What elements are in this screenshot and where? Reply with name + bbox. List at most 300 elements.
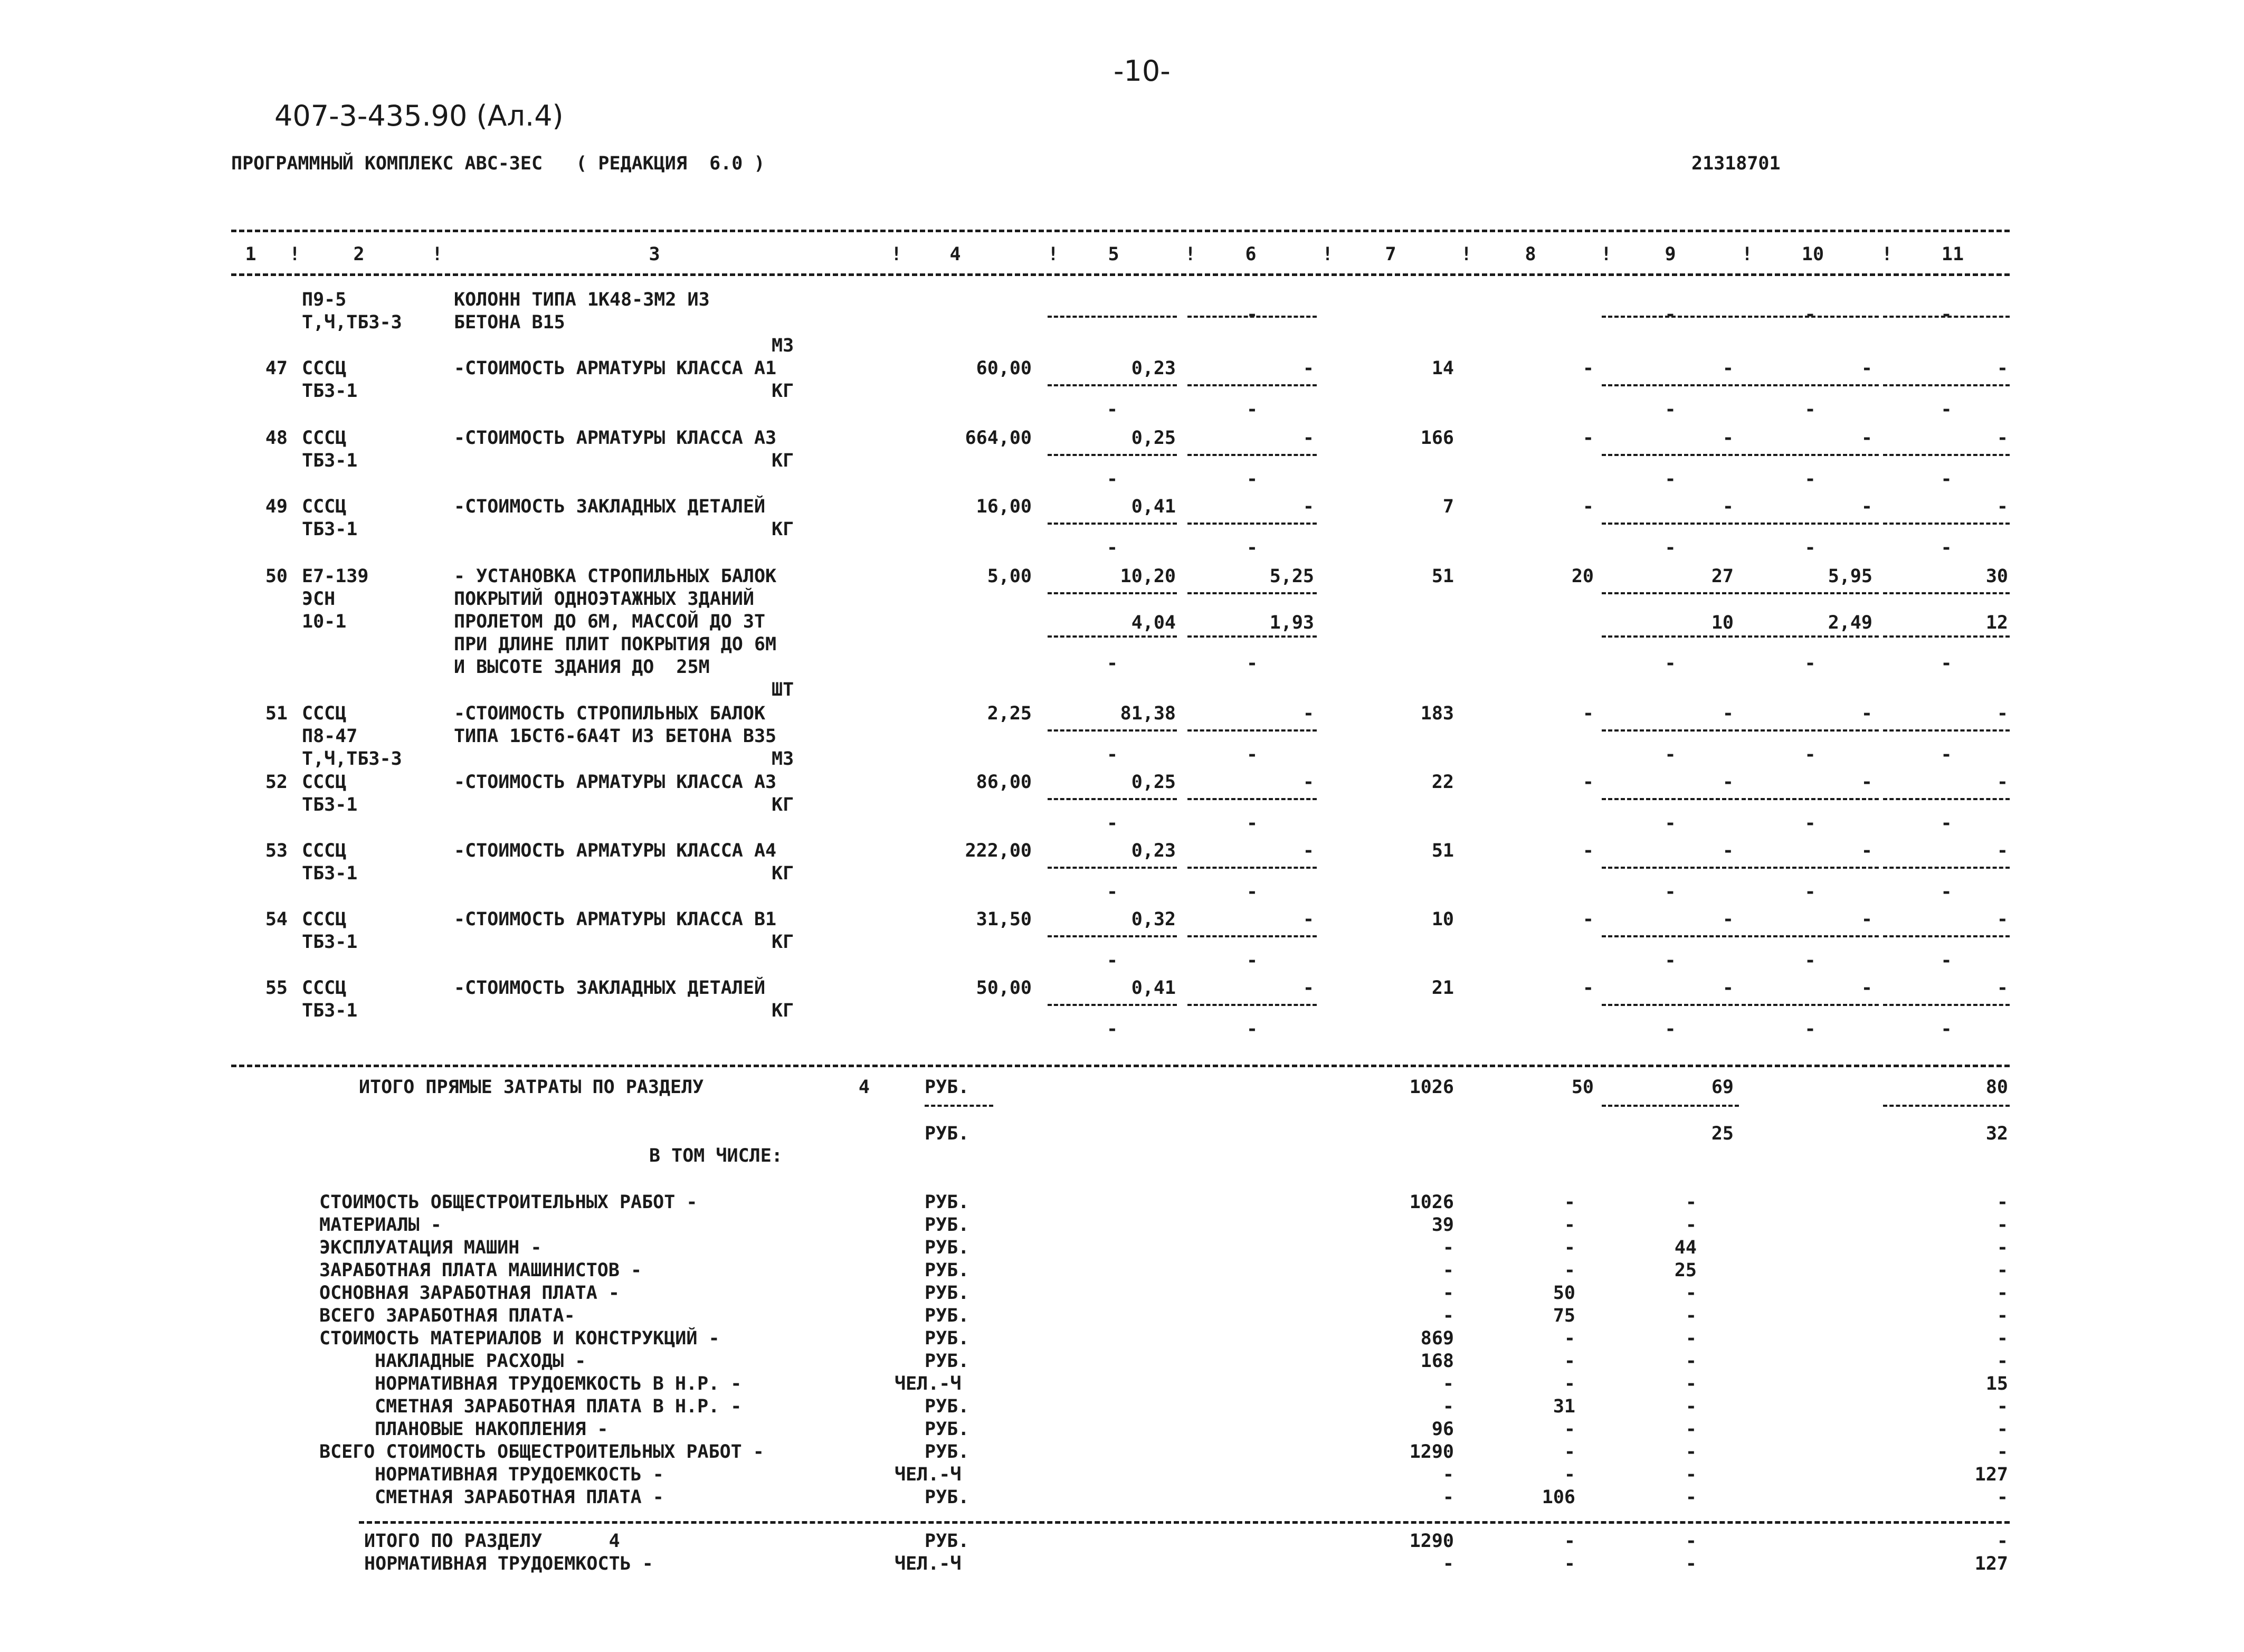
dashed-rule [1048, 867, 1177, 869]
dashed-rule [1742, 935, 1879, 937]
summary-c9: - [1685, 1396, 1697, 1417]
dash-marker: - [1804, 744, 1816, 765]
summary-c11: - [1996, 1328, 2008, 1349]
row-unit: М3 [772, 335, 794, 356]
cell-c7: 7 [1442, 496, 1454, 517]
document-code: 407-3-435.90 (Ал.4) [274, 99, 564, 132]
page-number: -10- [1114, 54, 1171, 88]
cell-qty: 222,00 [965, 840, 1032, 861]
cell-c10: - [1861, 772, 1872, 793]
summary-c8: - [1564, 1260, 1575, 1281]
row-code: СССЦ [302, 703, 347, 724]
dashed-rule [1187, 798, 1317, 800]
dash-marker: - [1941, 1019, 1952, 1040]
summary-unit: ЧЕЛ.-Ч [895, 1373, 962, 1394]
summary-c9: - [1685, 1305, 1697, 1326]
row-unit: ШТ [772, 679, 794, 700]
cell-c8: - [1582, 496, 1594, 517]
row-description: - УСТАНОВКА СТРОПИЛЬНЫХ БАЛОК [454, 566, 777, 587]
row-code: ТБЗ-1 [302, 519, 358, 540]
row-number: 52 [265, 772, 288, 793]
summary-c8: - [1564, 1419, 1575, 1440]
dash-marker: - [1106, 950, 1118, 971]
cell-c5: 10,20 [1120, 566, 1176, 587]
summary-c11: - [1996, 1237, 2008, 1258]
column-number: 4 [949, 244, 961, 265]
dash-marker: - [1941, 537, 1952, 558]
cell-c9: - [1722, 772, 1734, 793]
cell-c6: 5,25 [1269, 566, 1314, 587]
summary-c8: - [1564, 1464, 1575, 1485]
row-unit: КГ [772, 794, 794, 815]
row-description: ТИПА 1БСТ6-6А4Т ИЗ БЕТОНА В35 [454, 726, 777, 747]
row-unit: КГ [772, 932, 794, 953]
cell-c9: - [1722, 840, 1734, 861]
column-separator: ! [1461, 244, 1472, 265]
dash-marker: - [1246, 1019, 1258, 1040]
row-code: СССЦ [302, 496, 347, 517]
cell-c6: - [1302, 358, 1314, 379]
cell-c9: - [1722, 703, 1734, 724]
dash-marker: - [1246, 881, 1258, 903]
section-total-c11: - [1996, 1531, 2008, 1552]
row-description: И ВЫСОТЕ ЗДАНИЯ ДО 25М [454, 657, 710, 678]
section-total-unit: РУБ. [925, 1531, 969, 1552]
dashed-rule [1883, 729, 2010, 732]
row-code: Е7-139 [302, 566, 369, 587]
cell-qty: 60,00 [976, 358, 1032, 379]
row-description: ПОКРЫТИЙ ОДНОЭТАЖНЫХ ЗДАНИЙ [454, 588, 754, 610]
cell-c11: - [1996, 840, 2008, 861]
row-number: 54 [265, 909, 288, 930]
summary-c8: - [1564, 1373, 1575, 1394]
dash-marker: - [1246, 469, 1258, 490]
column-separator: ! [891, 244, 902, 265]
dash-marker: - [1665, 1019, 1676, 1040]
cell-c6: - [1302, 840, 1314, 861]
summary-c8: 75 [1553, 1305, 1575, 1326]
summary-unit: РУБ. [925, 1260, 969, 1281]
column-separator: ! [1185, 244, 1196, 265]
summary-c9: - [1685, 1351, 1697, 1372]
dashed-rule [1048, 592, 1177, 594]
dashed-rule [1883, 1004, 2010, 1006]
dashed-rule [1602, 867, 1739, 869]
summary-c9: 25 [1674, 1260, 1697, 1281]
row-number: 51 [265, 703, 288, 724]
dash-marker: - [1246, 653, 1258, 674]
dashed-rule [1742, 523, 1879, 525]
cell-qty: 5,00 [987, 566, 1032, 587]
dashed-rule [1883, 635, 2010, 638]
dash-marker: - [1804, 881, 1816, 903]
cell-c6: - [1302, 428, 1314, 449]
summary-unit: РУБ. [925, 1305, 969, 1326]
dashed-rule [1187, 1004, 1317, 1006]
summary-c8: - [1564, 1328, 1575, 1349]
summary-c7: - [1442, 1373, 1454, 1394]
summary-c7: 1290 [1409, 1441, 1454, 1463]
column-number: 8 [1525, 244, 1536, 265]
dashed-rule [1883, 384, 2010, 386]
section-total-c8: - [1564, 1531, 1575, 1552]
cell-c7: 51 [1431, 840, 1454, 861]
cell-c5: 0,23 [1131, 840, 1176, 861]
program-line: ПРОГРАММНЫЙ КОМПЛЕКС АВС-ЗЕС ( РЕДАКЦИЯ 6.0 ) [231, 153, 765, 174]
dashed-rule [1883, 592, 2010, 594]
section-total-c9: - [1685, 1553, 1697, 1574]
dash-marker: - [1941, 469, 1952, 490]
cell-c8: - [1582, 840, 1594, 861]
cell-c8: 20 [1571, 566, 1594, 587]
dash-marker: - [1665, 537, 1676, 558]
cell-c7: 183 [1420, 703, 1454, 724]
dashed-rule [1048, 1004, 1177, 1006]
dashed-rule [1187, 635, 1317, 638]
row-code: СССЦ [302, 772, 347, 793]
cell-c9: - [1722, 496, 1734, 517]
row-number: 50 [265, 566, 288, 587]
cell-c5b: 4,04 [1131, 612, 1176, 633]
summary-c7: 168 [1420, 1351, 1454, 1372]
cell-c7: 22 [1431, 772, 1454, 793]
summary-c7: 869 [1420, 1328, 1454, 1349]
summary-label: СМЕТНАЯ ЗАРАБОТНАЯ ПЛАТА - [375, 1487, 664, 1508]
dashed-rule [1602, 454, 1739, 456]
cell-c10: 5,95 [1828, 566, 1872, 587]
dashed-rule [1187, 935, 1317, 937]
total-direct-label: ИТОГО ПРЯМЫЕ ЗАТРАТЫ ПО РАЗДЕЛУ [359, 1077, 704, 1098]
row-code: СССЦ [302, 909, 347, 930]
total-direct-c7: 1026 [1409, 1077, 1454, 1098]
column-number: 3 [649, 244, 660, 265]
row-description: БЕТОНА В15 [454, 312, 565, 333]
row-unit: КГ [772, 450, 794, 471]
dashed-rule [1602, 729, 1739, 732]
cell-qty: 50,00 [976, 977, 1032, 999]
column-separator: ! [1601, 244, 1612, 265]
dash-marker: - [1941, 950, 1952, 971]
dash-marker: - [1246, 304, 1258, 325]
cell-c10: - [1861, 840, 1872, 861]
row-description: -СТОИМОСТЬ СТРОПИЛЬНЫХ БАЛОК [454, 703, 766, 724]
cell-c7: 51 [1431, 566, 1454, 587]
section-total-label: ИТОГО ПО РАЗДЕЛУ 4 [364, 1531, 620, 1552]
section-total-c7: 1290 [1409, 1531, 1454, 1552]
cell-c10: - [1861, 977, 1872, 999]
dash-marker: - [1246, 399, 1258, 420]
dashed-rule [1883, 867, 2010, 869]
summary-c7: 39 [1431, 1214, 1454, 1236]
header-bottom-rule [231, 273, 2010, 276]
dash-marker: - [1941, 881, 1952, 903]
dashed-rule [1883, 523, 2010, 525]
dash-marker: - [1246, 950, 1258, 971]
section-total-c9: - [1685, 1531, 1697, 1552]
dash-marker: - [1106, 399, 1118, 420]
summary-unit: РУБ. [925, 1396, 969, 1417]
dashed-rule [1602, 384, 1739, 386]
row-code: СССЦ [302, 428, 347, 449]
row-number: 47 [265, 358, 288, 379]
summary-c7: - [1442, 1237, 1454, 1258]
row-description: КОЛОНН ТИПА 1К48-ЗМ2 ИЗ [454, 289, 710, 310]
dashed-rule [1602, 798, 1739, 800]
dash-marker: - [1665, 881, 1676, 903]
cell-c10: - [1861, 358, 1872, 379]
total-direct-c9b: 25 [1711, 1123, 1734, 1144]
dash-marker: - [1246, 744, 1258, 765]
row-unit: КГ [772, 381, 794, 402]
summary-c11: - [1996, 1260, 2008, 1281]
cell-c8: - [1582, 909, 1594, 930]
cell-c5: 0,25 [1131, 428, 1176, 449]
dash-marker: - [1106, 537, 1118, 558]
dashed-rule [1883, 1105, 2010, 1107]
cell-c5: 0,41 [1131, 977, 1176, 999]
summary-c9: - [1685, 1373, 1697, 1394]
column-number: 9 [1665, 244, 1676, 265]
dashed-rule [1602, 935, 1739, 937]
dash-marker: - [1665, 744, 1676, 765]
column-separator: ! [1742, 244, 1753, 265]
summary-unit: РУБ. [925, 1487, 969, 1508]
summary-label: ЭКСПЛУАТАЦИЯ МАШИН - [319, 1237, 542, 1258]
row-description: -СТОИМОСТЬ АРМАТУРЫ КЛАССА А3 [454, 428, 777, 449]
cell-c5: 81,38 [1120, 703, 1176, 724]
summary-label: ПЛАНОВЫЕ НАКОПЛЕНИЯ - [375, 1419, 608, 1440]
summary-c9: - [1685, 1214, 1697, 1236]
summary-c8: - [1564, 1214, 1575, 1236]
row-code: ТБЗ-1 [302, 450, 358, 471]
summary-c11: - [1996, 1419, 2008, 1440]
summary-c9: - [1685, 1419, 1697, 1440]
summary-c11: - [1996, 1305, 2008, 1326]
summary-c7: 96 [1431, 1419, 1454, 1440]
section-total-c11: 127 [1974, 1553, 2008, 1574]
summary-unit: РУБ. [925, 1351, 969, 1372]
cell-c6: - [1302, 772, 1314, 793]
row-code: ТБЗ-1 [302, 1000, 358, 1021]
cell-qty: 86,00 [976, 772, 1032, 793]
cell-c11: 30 [1985, 566, 2008, 587]
dashed-rule [1883, 935, 2010, 937]
cell-c9: - [1722, 977, 1734, 999]
summary-c7: - [1442, 1305, 1454, 1326]
cell-c7: 14 [1431, 358, 1454, 379]
dash-marker: - [1665, 399, 1676, 420]
cell-c8: - [1582, 703, 1594, 724]
column-number: 7 [1385, 244, 1396, 265]
column-number: 11 [1941, 244, 1964, 265]
dash-marker: - [1941, 744, 1952, 765]
column-number: 6 [1245, 244, 1257, 265]
row-unit: КГ [772, 519, 794, 540]
dash-marker: - [1804, 304, 1816, 325]
cell-c10: - [1861, 703, 1872, 724]
dash-marker: - [1665, 469, 1676, 490]
total-direct-c11b: 32 [1985, 1123, 2008, 1144]
cell-c10: - [1861, 909, 1872, 930]
summary-label: СТОИМОСТЬ ОБЩЕСТРОИТЕЛЬНЫХ РАБОТ - [319, 1192, 698, 1213]
column-number: 1 [245, 244, 256, 265]
dash-marker: - [1106, 1019, 1118, 1040]
row-unit: М3 [772, 748, 794, 770]
row-code: СССЦ [302, 977, 347, 999]
summary-c7: - [1442, 1464, 1454, 1485]
column-number: 2 [353, 244, 365, 265]
dashed-rule [1742, 635, 1879, 638]
dash-marker: - [1804, 813, 1816, 834]
dash-marker: - [1804, 653, 1816, 674]
dashed-rule [1602, 635, 1739, 638]
cell-c8: - [1582, 358, 1594, 379]
summary-c7: - [1442, 1487, 1454, 1508]
dashed-rule [1048, 798, 1177, 800]
dashed-rule [1602, 1004, 1739, 1006]
document-id: 21318701 [1691, 153, 1781, 174]
summary-c11: - [1996, 1192, 2008, 1213]
summary-c9: - [1685, 1192, 1697, 1213]
dash-marker: - [1804, 399, 1816, 420]
summary-c11: - [1996, 1214, 2008, 1236]
dashed-rule [1187, 592, 1317, 594]
summary-c8: - [1564, 1192, 1575, 1213]
summary-c11: - [1996, 1487, 2008, 1508]
dashed-rule [1883, 454, 2010, 456]
row-description: -СТОИМОСТЬ ЗАКЛАДНЫХ ДЕТАЛЕЙ [454, 977, 766, 999]
summary-label: ВСЕГО ЗАРАБОТНАЯ ПЛАТА- [319, 1305, 575, 1326]
row-code: ЭСН [302, 588, 336, 610]
total-direct-c8: 50 [1571, 1077, 1594, 1098]
summary-c7: - [1442, 1260, 1454, 1281]
summary-c7: 1026 [1409, 1192, 1454, 1213]
cell-c9b: 10 [1711, 612, 1734, 633]
section-total-c8: - [1564, 1553, 1575, 1574]
column-number: 5 [1108, 244, 1119, 265]
dashed-rule [1602, 592, 1739, 594]
cell-c11: - [1996, 703, 2008, 724]
row-number: 55 [265, 977, 288, 999]
row-code: ТБЗ-1 [302, 381, 358, 402]
dashed-rule [1187, 523, 1317, 525]
cell-c7: 166 [1420, 428, 1454, 449]
summary-c11: - [1996, 1283, 2008, 1304]
summary-label: НОРМАТИВНАЯ ТРУДОЕМКОСТЬ - [375, 1464, 664, 1485]
column-separator: ! [1881, 244, 1893, 265]
summary-c9: - [1685, 1441, 1697, 1463]
dash-marker: - [1246, 537, 1258, 558]
summary-unit: РУБ. [925, 1328, 969, 1349]
summary-unit: РУБ. [925, 1192, 969, 1213]
cell-c8: - [1582, 772, 1594, 793]
dashed-rule [1742, 592, 1879, 594]
cell-c11: - [1996, 772, 2008, 793]
summary-label: НОРМАТИВНАЯ ТРУДОЕМКОСТЬ В Н.Р. - [375, 1373, 742, 1394]
summary-unit: РУБ. [925, 1283, 969, 1304]
row-code: ТБЗ-1 [302, 863, 358, 884]
dash-marker: - [1941, 304, 1952, 325]
summary-c9: 44 [1674, 1237, 1697, 1258]
row-number: 48 [265, 428, 288, 449]
dashed-rule [1048, 635, 1177, 638]
dash-marker: - [1106, 881, 1118, 903]
summary-c8: 106 [1542, 1487, 1575, 1508]
dashed-rule [1742, 867, 1879, 869]
summary-unit: РУБ. [925, 1419, 969, 1440]
summary-label: МАТЕРИАЛЫ - [319, 1214, 442, 1236]
dash-marker: - [1665, 653, 1676, 674]
summary-label: ВСЕГО СТОИМОСТЬ ОБЩЕСТРОИТЕЛЬНЫХ РАБОТ - [319, 1441, 764, 1463]
row-code: П9-5 [302, 289, 347, 310]
dashed-rule [1048, 523, 1177, 525]
dashed-rule [1187, 454, 1317, 456]
summary-label: ЗАРАБОТНАЯ ПЛАТА МАШИНИСТОВ - [319, 1260, 642, 1281]
dash-marker: - [1941, 399, 1952, 420]
dashed-rule [1048, 935, 1177, 937]
dash-marker: - [1665, 950, 1676, 971]
dash-marker: - [1246, 813, 1258, 834]
dashed-rule [1187, 384, 1317, 386]
dash-marker: - [1665, 304, 1676, 325]
summary-c11: 15 [1985, 1373, 2008, 1394]
row-code: ТБЗ-1 [302, 932, 358, 953]
summary-c8: - [1564, 1237, 1575, 1258]
cell-c6: - [1302, 977, 1314, 999]
summary-c11: - [1996, 1441, 2008, 1463]
table-top-rule [231, 230, 2010, 232]
summary-unit: ЧЕЛ.-Ч [895, 1464, 962, 1485]
summary-c8: 50 [1553, 1283, 1575, 1304]
cell-c5: 0,32 [1131, 909, 1176, 930]
dash-marker: - [1106, 469, 1118, 490]
cell-c6b: 1,93 [1269, 612, 1314, 633]
dash-marker: - [1804, 469, 1816, 490]
dashed-rule [1883, 798, 2010, 800]
row-number: 49 [265, 496, 288, 517]
cell-c6: - [1302, 703, 1314, 724]
dashed-rule [1048, 316, 1177, 318]
cell-c6: - [1302, 496, 1314, 517]
summary-c7: - [1442, 1396, 1454, 1417]
summary-c9: - [1685, 1464, 1697, 1485]
cell-c7: 10 [1431, 909, 1454, 930]
summary-label: ОСНОВНАЯ ЗАРАБОТНАЯ ПЛАТА - [319, 1283, 620, 1304]
dashed-rule [1742, 1004, 1879, 1006]
dashed-rule [1048, 454, 1177, 456]
cell-c8: - [1582, 428, 1594, 449]
cell-c11: - [1996, 909, 2008, 930]
row-description: -СТОИМОСТЬ ЗАКЛАДНЫХ ДЕТАЛЕЙ [454, 496, 766, 517]
summary-label: СТОИМОСТЬ МАТЕРИАЛОВ И КОНСТРУКЦИЙ - [319, 1328, 720, 1349]
summary-unit: РУБ. [925, 1214, 969, 1236]
cell-c5: 0,25 [1131, 772, 1176, 793]
cell-c11: - [1996, 358, 2008, 379]
summary-c8: - [1564, 1441, 1575, 1463]
dashed-rule [1742, 454, 1879, 456]
summary-c11: - [1996, 1396, 2008, 1417]
column-number: 10 [1801, 244, 1824, 265]
dash-marker: - [1106, 653, 1118, 674]
summary-c11: - [1996, 1351, 2008, 1372]
dash-marker: - [1804, 537, 1816, 558]
row-unit: КГ [772, 863, 794, 884]
section-total-label: НОРМАТИВНАЯ ТРУДОЕМКОСТЬ - [364, 1553, 653, 1574]
dash-marker: - [1804, 950, 1816, 971]
cell-c9: - [1722, 428, 1734, 449]
section-total-c7: - [1442, 1553, 1454, 1574]
dashed-rule [1742, 384, 1879, 386]
